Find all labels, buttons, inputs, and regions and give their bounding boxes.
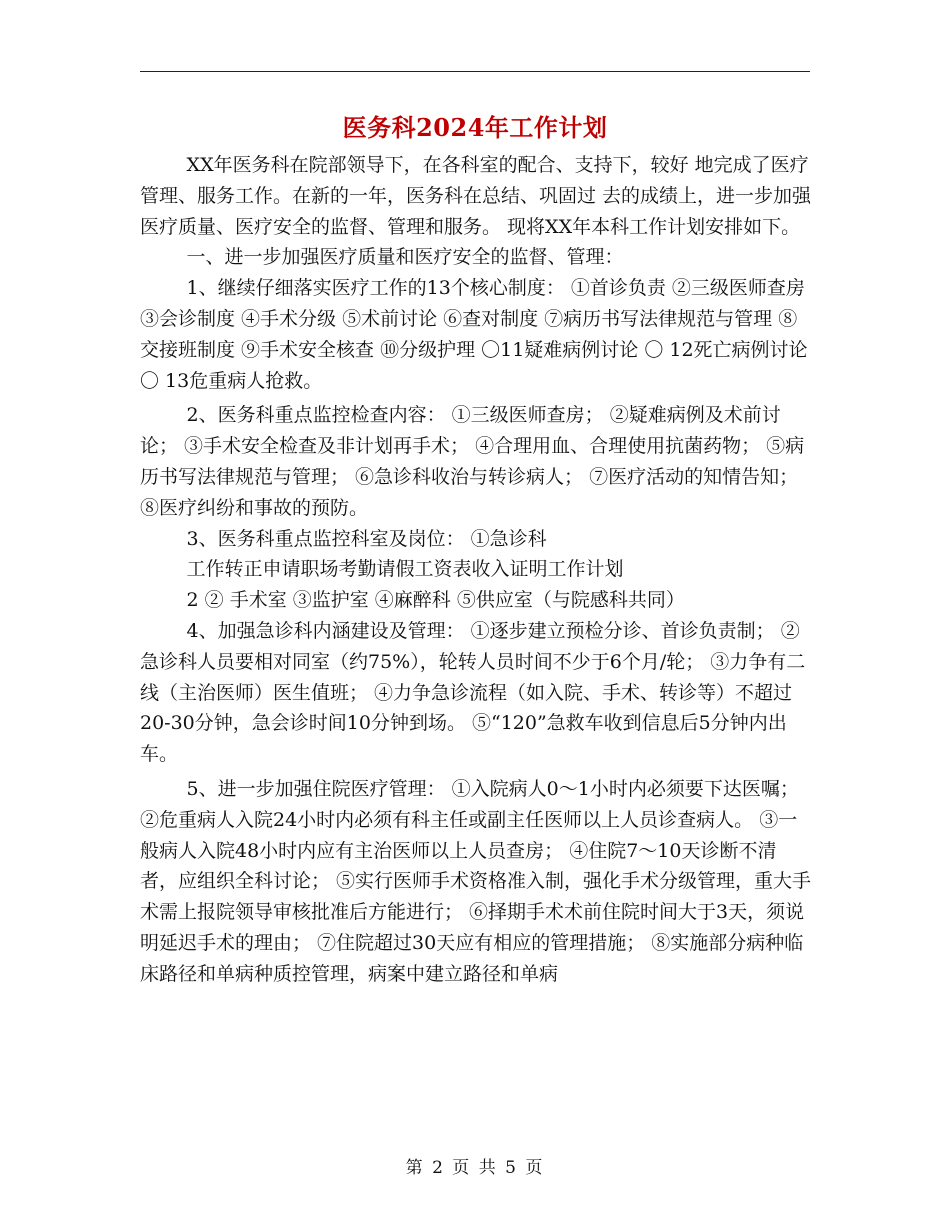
paragraph-item-2: 2、医务科重点监控检查内容： ①三级医师查房； ②疑难病例及术前讨论； ③手术安全检查及非计划再手术； ④合理用血、合理使用抗菌药物； ⑤病历书写法律规范与管理； ⑥急诊科收治与转诊病人； ⑦医疗活动的知情告知； ⑧医疗纠纷和事故的预防。	[140, 404, 805, 519]
paragraph-item-3-continued: 2 ② 手术室 ③监护室 ④麻醉科 ⑤供应室（与院感科共同）	[186, 589, 685, 612]
paragraph-inserted-keywords: 工作转正申请职场考勤请假工资表收入证明工作计划	[186, 558, 624, 581]
document-body	[140, 150, 812, 990]
header-rule	[140, 71, 810, 72]
paragraph-item-5: 5、进一步加强住院医疗管理： ①入院病人0～1小时内必须要下达医嘱； ②危重病人入院24小时内必须有科主任或副主任医师以上人员诊查病人。 ③一般病人入院48小时内应有主治医师以上人员查房； ④住院7～10天诊断不清者，应组织全科讨论； ⑤实行医师手术资格准入制，强化手术分级管理，重大手术需上报院领导审核批准后方能进行； ⑥择期手术术前住院时间大于3天，须说明延迟手术的理由； ⑦住院超过30天应有相应的管理措施； ⑧实施部分病种临床路径和单病种质控管理，病案中建立路径和单病	[140, 777, 812, 985]
paragraph-intro: XX年医务科在院部领导下，在各科室的配合、支持下，较好 地完成了医疗管理、服务工作。在新的一年，医务科在总结、巩固过 去的成绩上，进一步加强医疗质量、医疗安全的监督、管理和服务。 现将XX年本科工作计划安排如下。	[140, 154, 812, 238]
paragraph-item-3: 3、医务科重点监控科室及岗位： ①急诊科	[186, 527, 547, 550]
paragraph-item-1: 1、继续仔细落实医疗工作的13个核心制度： ①首诊负责 ②三级医师查房 ③会诊制度 ④手术分级 ⑤术前讨论 ⑥查对制度 ⑦病历书写法律规范与管理 ⑧交接班制度 ⑨手术安全核查 ⑩分级护理 〇11疑难病例讨论 〇 12死亡病例讨论 〇 13危重病人抢救。	[140, 277, 808, 392]
document-title: 医务科2024年工作计划	[342, 113, 608, 142]
paragraph-item-4: 4、加强急诊科内涵建设及管理： ①逐步建立预检分诊、首诊负责制； ②急诊科人员要相对同室（约75%），轮转人员时间不少于6个月/轮； ③力争有二线（主治医师）医生值班； ④力争急诊流程（如入院、手术、转诊等）不超过20-30分钟，急会诊时间10分钟到场。 ⑤“120”急救车收到信息后5分钟内出车。	[140, 619, 806, 766]
paragraph-section-heading: 一、进一步加强医疗质量和医疗安全的监督、管理：	[186, 246, 624, 269]
page-footer: 第 2 页 共 5 页	[405, 1158, 545, 1178]
